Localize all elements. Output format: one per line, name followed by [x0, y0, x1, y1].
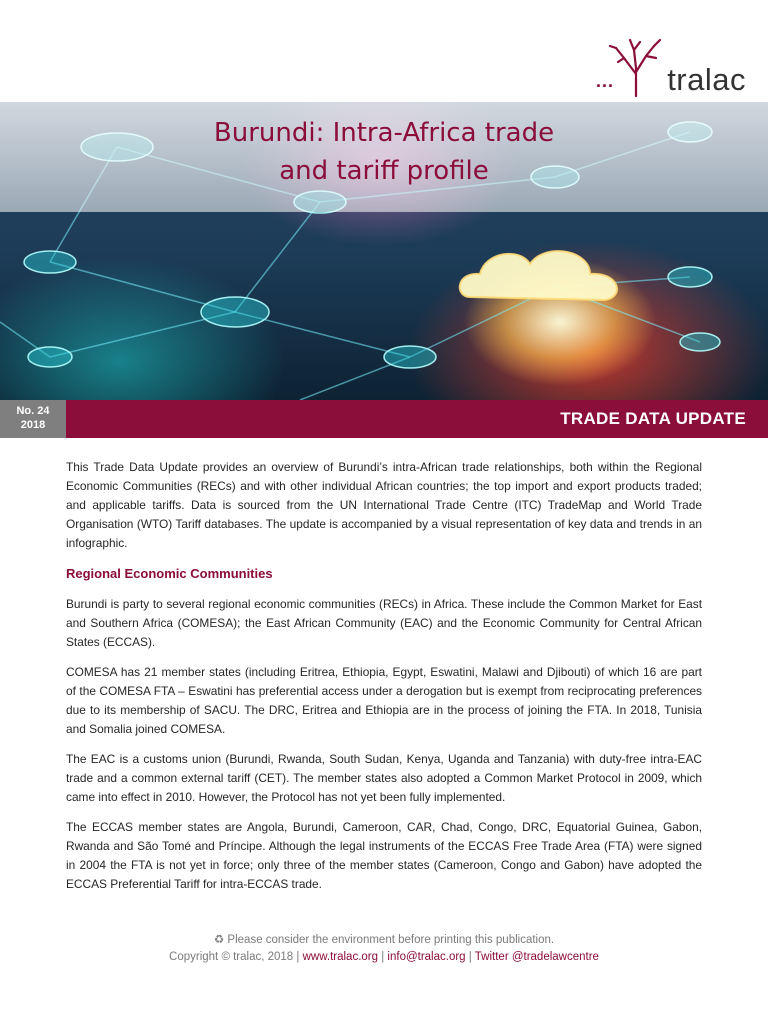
- paragraph-comesa: COMESA has 21 member states (including Eritrea, Ethiopia, Egypt, Eswatini, Malawi and Djibouti) of which 16 are part of the COMESA FTA – Eswatini has preferential access under a derogation but is exempt from reciprocating preferences due to its membership of SACU. The DRC, Eritrea and Ethiopia are in the process of joining the FTA. In 2018, Tunisia and Somalia joined COMESA.: [66, 665, 702, 736]
- separator: |: [381, 951, 385, 963]
- hero-banner: [0, 102, 768, 400]
- title-line-2: and tariff profile: [279, 156, 489, 186]
- tralac-logo: [586, 34, 746, 100]
- email-link[interactable]: info@tralac.org: [387, 951, 466, 963]
- copyright-line: [0, 949, 768, 966]
- paragraph-recs: Burundi is party to several regional economic communities (RECs) in Africa. These include the Common Market for East and Southern Africa (COMESA); the East African Community (EAC) and the Economic Community for Central African States (ECCAS).: [66, 597, 702, 649]
- logo-dots: ...: [596, 71, 615, 91]
- copyright-text: Copyright © tralac, 2018 |: [169, 951, 300, 963]
- issue-number: No. 24: [16, 405, 50, 417]
- page-footer: [0, 932, 768, 966]
- logo-wordmark: tralac: [667, 62, 746, 97]
- environment-notice: [0, 932, 768, 949]
- issue-badge: [0, 400, 66, 438]
- section-band: [0, 400, 768, 438]
- title-line-1: Burundi: Intra-Africa trade: [213, 118, 555, 148]
- environment-text: Please consider the environment before printing this publication.: [227, 934, 555, 946]
- band-title: TRADE DATA UPDATE: [560, 409, 746, 428]
- section-heading: Regional Economic Communities: [66, 566, 273, 581]
- issue-year: 2018: [20, 419, 46, 431]
- cloud-icon: [460, 251, 617, 300]
- intro-paragraph: This Trade Data Update provides an overview of Burundi’s intra-African trade relationships, both within the Regional Economic Communities (RECs) and with other individual African countries; the top import and export products traded; and applicable tariffs. Data is sourced from the UN International Trade Centre (ITC) TradeMap and World Trade Organisation (WTO) Tariff databases. The update is accompanied by a visual representation of key data and trends in an infographic.: [66, 460, 702, 550]
- paragraph-eac: The EAC is a customs union (Burundi, Rwanda, South Sudan, Kenya, Uganda and Tanzania) with duty-free intra-EAC trade and a common external tariff (CET). The member states also adopted a Common Market Protocol in 2009, which came into effect in 2010. However, the Protocol has not yet been fully implemented.: [66, 752, 702, 804]
- paragraph-eccas: The ECCAS member states are Angola, Burundi, Cameroon, CAR, Chad, Congo, DRC, Equatorial Guinea, Gabon, Rwanda and São Tomé and Príncipe. Although the legal instruments of the ECCAS Free Trade Area (FTA) were signed in 2004 the FTA is not yet in force; only three of the member states (Cameroon, Congo and Gabon) have adopted the ECCAS Preferential Tariff for intra-ECCAS trade.: [66, 820, 702, 891]
- recycle-icon: ♻: [213, 934, 225, 946]
- twitter-link[interactable]: Twitter @tradelawcentre: [474, 951, 599, 963]
- document-body: [66, 458, 702, 905]
- page-title: [0, 114, 768, 190]
- separator: |: [468, 951, 472, 963]
- website-link[interactable]: www.tralac.org: [302, 951, 379, 963]
